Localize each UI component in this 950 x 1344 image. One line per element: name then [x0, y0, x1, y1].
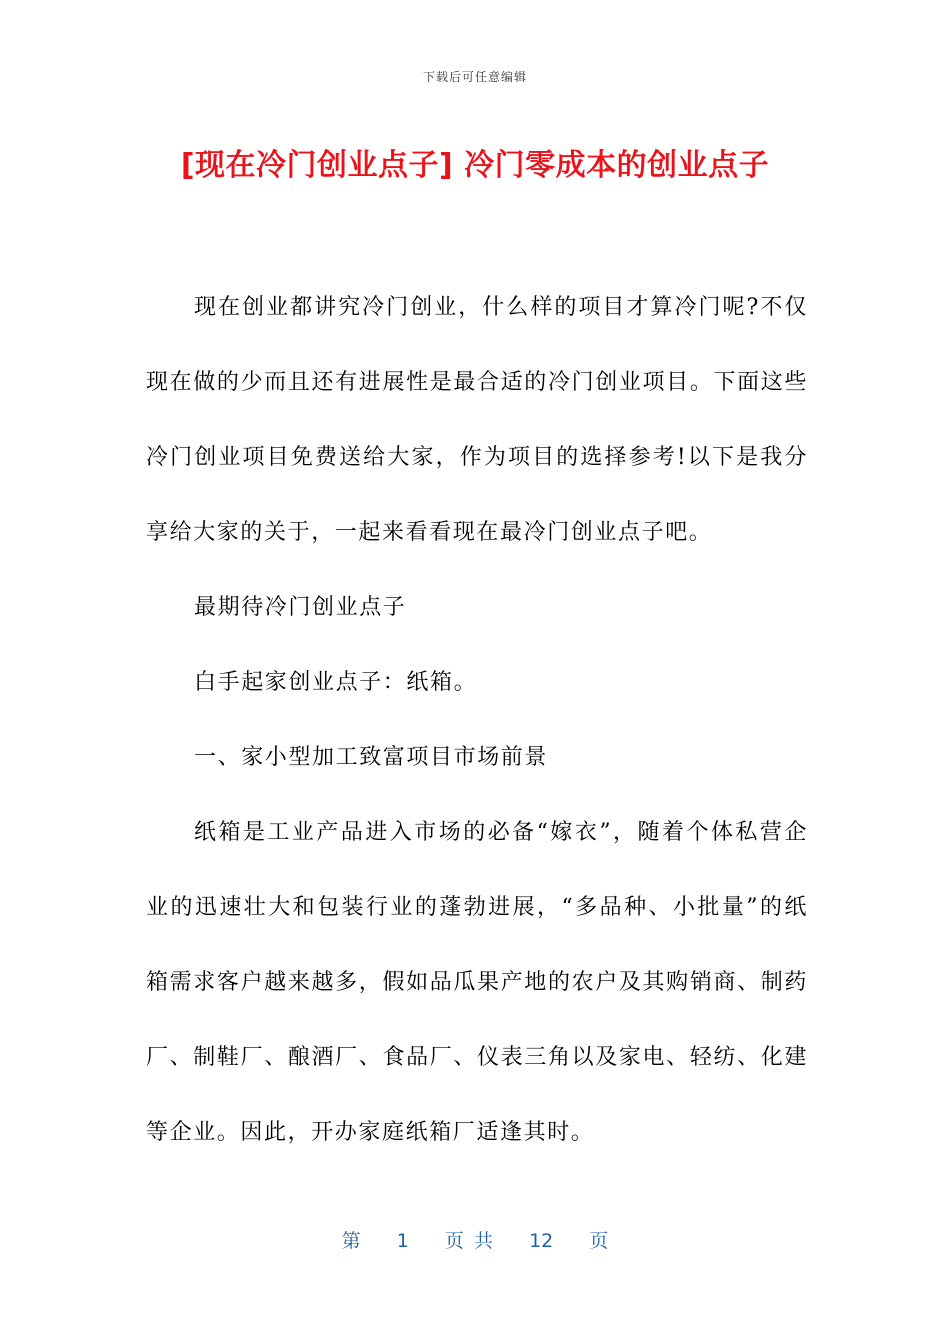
footer-middle: 页 共: [444, 1230, 493, 1252]
paragraph-market: 纸箱是工业产品进入市场的必备“嫁衣”，随着个体私营企业的迅速壮大和包装行业的蓬勃进展，“多品种、小批量”的纸箱需求客户越来越多，假如品瓜果产地的农户及其购销商、制药厂、制鞋厂、酿酒厂、食品厂、仪表三角以及家电、轻纺、化建等企业。因此，开办家庭纸箱厂适逢其时。: [146, 820, 808, 1145]
paragraph-subheading: 最期待冷门创业点子: [194, 595, 407, 620]
paragraph-idea: 白手起家创业点子：纸箱。: [194, 670, 478, 695]
footer-total-pages: 12: [529, 1230, 554, 1252]
document-body: [146, 270, 808, 1170]
header-note: 下载后可任意编辑: [422, 70, 527, 84]
footer-current-page: 1: [396, 1230, 409, 1252]
paragraph-section-heading: 一、家小型加工致富项目市场前景: [194, 745, 549, 770]
footer-prefix: 第: [341, 1230, 361, 1252]
page-footer: [0, 1226, 950, 1253]
paragraph-intro: 现在创业都讲究冷门创业，什么样的项目才算冷门呢?不仅现在做的少而且还有进展性是最合适的冷门创业项目。下面这些冷门创业项目免费送给大家，作为项目的选择参考!以下是我分享给大家的关于，一起来看看现在最冷门创业点子吧。: [146, 295, 808, 545]
footer-suffix: 页: [589, 1230, 609, 1252]
document-title: [现在冷门创业点子] 冷门零成本的创业点子: [180, 148, 770, 183]
